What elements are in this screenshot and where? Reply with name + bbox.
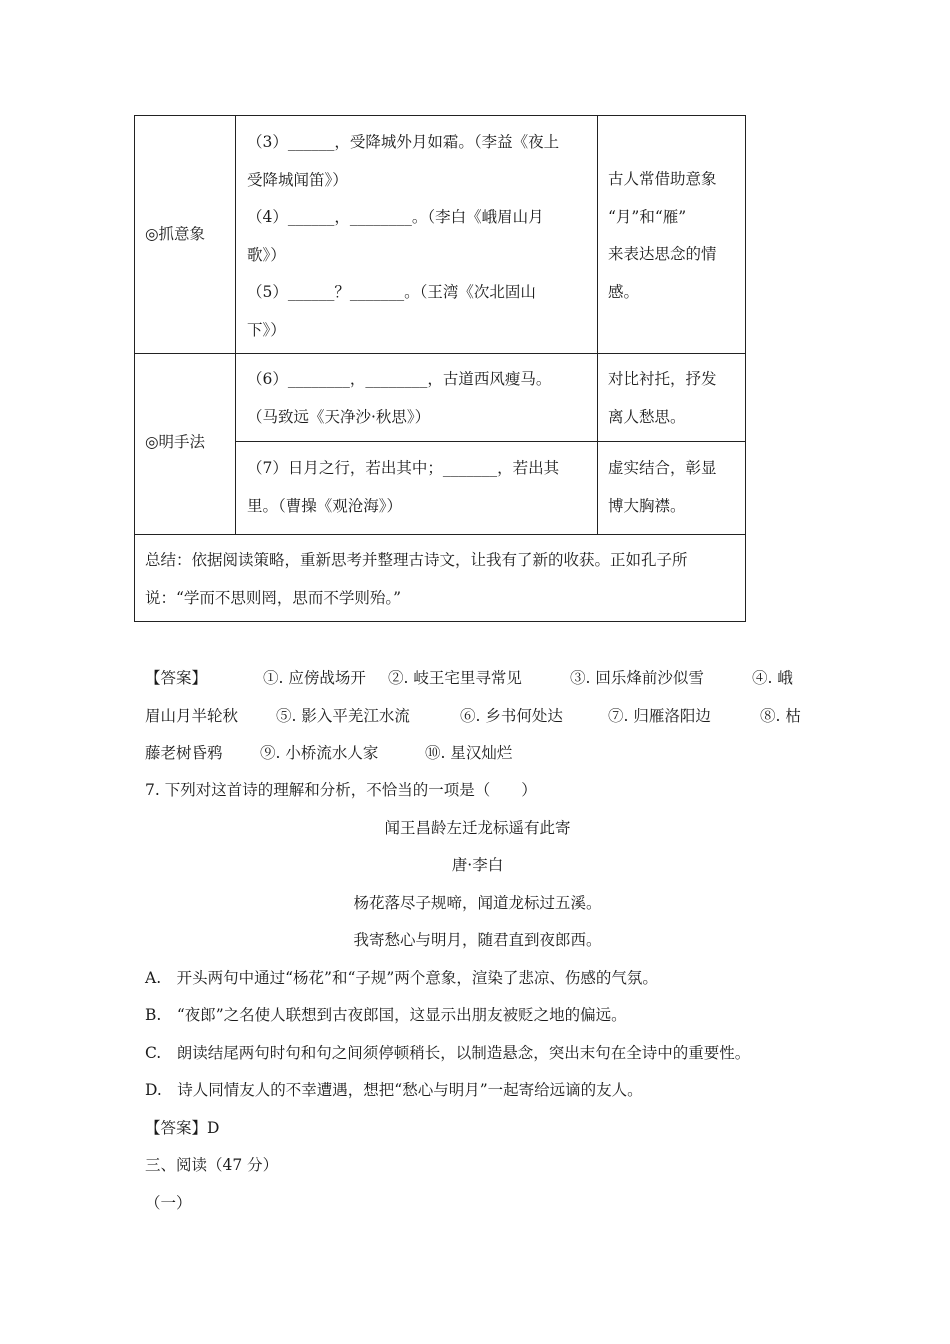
table-divider — [597, 116, 598, 535]
row1-content — [247, 124, 592, 349]
option-d: D. 诗人同情友人的不幸遭遇，想把“愁心与明月”一起寄给远谪的友人。 — [145, 1081, 643, 1099]
answer-item: ③. 回乐烽前沙似雪 — [570, 669, 704, 687]
answer-item: ⑦. 归雁洛阳边 — [608, 706, 711, 725]
answer-row — [145, 698, 810, 736]
text-line: （5）______？_______。（王湾《次北固山 — [247, 283, 536, 301]
answer-item: ⑥. 乡书何处达 — [460, 706, 563, 725]
answer-item: ⑩. 星汉灿烂 — [425, 744, 513, 762]
section-heading: 三、阅读（47 分） — [145, 1156, 279, 1174]
row1-note — [608, 161, 738, 311]
text-line: 歌》） — [247, 245, 286, 264]
text-line: （6）________，________，古道西风瘦马。 — [247, 370, 552, 388]
text-line: 对比衬托，抒发 — [608, 370, 717, 388]
answer-label: 【答案】 — [145, 669, 208, 687]
text-line: （3）______，受降城外月如霜。（李益《夜上 — [247, 133, 560, 151]
table-divider — [235, 116, 236, 535]
answer-item: ①. 应傍战场开 — [263, 669, 366, 687]
answer-7: 【答案】D — [145, 1119, 220, 1137]
text-line: “月”和“雁” — [608, 207, 687, 226]
option-b: B. “夜郎”之名使人联想到古夜郎国，这显示出朋友被贬之地的偏远。 — [145, 1006, 627, 1024]
answer-row — [145, 660, 810, 698]
poem-title: 闻王昌龄左迁龙标遥有此寄 — [384, 819, 571, 837]
row1-label: ◎抓意象 — [145, 225, 206, 243]
answer-item: 眉山月半轮秋 — [145, 706, 239, 725]
text-line: 受降城闻笛》） — [247, 170, 348, 189]
text-line: 说：“学而不思则罔，思而不学则殆。” — [145, 588, 402, 607]
answer-block — [145, 660, 810, 773]
poetry-table — [134, 115, 746, 622]
text-line: 虚实结合，彰显 — [608, 459, 717, 477]
row2-label: ◎明手法 — [145, 433, 206, 451]
text-line: 里。（曹操《观沧海》） — [247, 496, 403, 515]
answer-item: ⑨. 小桥流水人家 — [260, 744, 379, 762]
table-divider — [235, 441, 745, 442]
poem-author: 唐·李白 — [451, 856, 504, 874]
option-a: A. 开头两句中通过“杨花”和“子规”两个意象，渲染了悲凉、伤感的气氛。 — [145, 969, 658, 987]
text-line: 古人常借助意象 — [608, 170, 717, 188]
answer-item: ⑧. 枯 — [760, 706, 801, 725]
text-line: 来表达思念的情 — [608, 245, 717, 263]
row2b-note — [608, 450, 738, 525]
text-line: （7）日月之行，若出其中；_______，若出其 — [247, 459, 560, 477]
answer-item: ④. 峨 — [752, 669, 793, 687]
row2a-note — [608, 361, 738, 436]
poem-line: 我寄愁心与明月，随君直到夜郎西。 — [353, 931, 602, 949]
poem-line: 杨花落尽子规啼，闻道龙标过五溪。 — [353, 894, 602, 912]
answer-item: 藤老树昏鸦 — [145, 744, 223, 762]
answer-item: ②. 岐王宅里寻常见 — [388, 669, 522, 687]
row2b-content — [247, 450, 592, 525]
option-c: C. 朗读结尾两句时句和句之间须停顿稍长，以制造悬念，突出末句在全诗中的重要性。 — [145, 1044, 751, 1062]
text-line: （4）______，________。（李白《峨眉山月 — [247, 208, 544, 226]
summary — [145, 542, 740, 617]
text-line: （马致远《天净沙·秋思》） — [247, 407, 431, 426]
answer-row — [145, 735, 810, 773]
text-line: 总结：依据阅读策略，重新思考并整理古诗文，让我有了新的收获。正如孔子所 — [145, 551, 688, 569]
text-line: 离人愁思。 — [608, 407, 686, 426]
question-stem: 7. 下列对这首诗的理解和分析，不恰当的一项是（ ） — [145, 781, 537, 799]
table-divider — [135, 534, 745, 535]
text-line: 博大胸襟。 — [608, 496, 686, 515]
text-line: 感。 — [608, 282, 640, 301]
text-line: 下》） — [247, 320, 286, 339]
section-sub: （一） — [145, 1194, 192, 1212]
table-divider — [135, 353, 745, 354]
row2a-content — [247, 361, 592, 436]
answer-item: ⑤. 影入平羌江水流 — [276, 706, 410, 725]
